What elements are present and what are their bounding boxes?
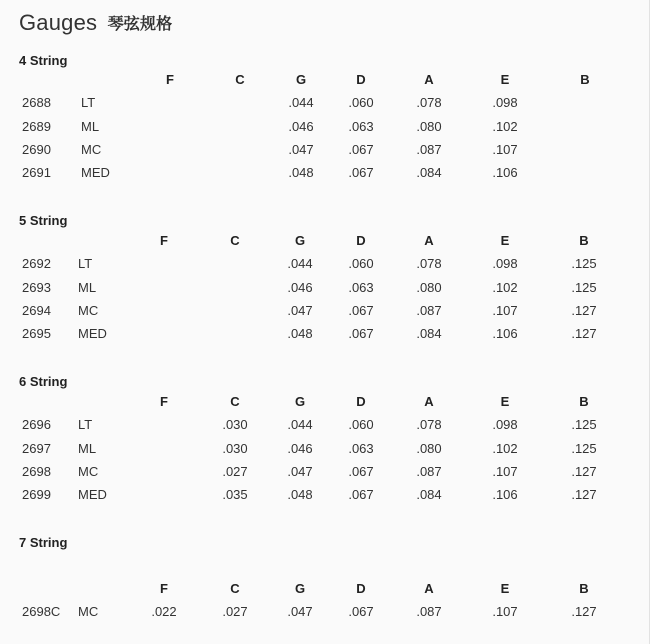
section-heading-6-string: 6 String (19, 374, 68, 389)
gauge-d: .063 (348, 280, 374, 295)
string-code: 2698C (22, 604, 61, 619)
gauge-d: .060 (348, 256, 374, 271)
gauge-a: .078 (416, 256, 442, 271)
string-tension: MED (78, 487, 107, 502)
column-header-f: F (166, 72, 174, 87)
gauge-g: .046 (287, 441, 313, 456)
column-header-g: G (294, 581, 306, 596)
gauge-a: .084 (416, 165, 442, 180)
gauge-a: .078 (416, 95, 442, 110)
table-row (0, 325, 650, 343)
column-header-d: D (356, 394, 366, 409)
gauge-a: .084 (416, 326, 442, 341)
column-header-b: B (580, 72, 590, 87)
gauge-e: .098 (492, 95, 518, 110)
gauge-g: .044 (287, 256, 313, 271)
string-code: 2689 (22, 119, 51, 134)
gauge-g: .044 (288, 95, 314, 110)
column-header-c: C (235, 72, 245, 87)
column-header-a: A (424, 581, 434, 596)
string-tension: MC (78, 303, 99, 318)
table-row (0, 255, 650, 273)
string-code: 2691 (22, 165, 51, 180)
table-header-5-string (0, 232, 650, 250)
gauge-c: .030 (222, 441, 248, 456)
column-header-b: B (579, 581, 589, 596)
gauge-g: .046 (288, 119, 314, 134)
gauge-a: .087 (416, 604, 442, 619)
column-header-f: F (160, 581, 168, 596)
gauge-c: .027 (222, 464, 248, 479)
gauge-a: .087 (416, 142, 442, 157)
column-header-g: G (294, 394, 306, 409)
gauge-e: .102 (492, 280, 518, 295)
string-tension: MED (78, 326, 107, 341)
gauge-d: .067 (348, 604, 374, 619)
gauge-g: .048 (288, 165, 314, 180)
gauge-a: .078 (416, 417, 442, 432)
gauge-g: .047 (287, 464, 313, 479)
gauge-e: .107 (492, 142, 518, 157)
gauge-c: .030 (222, 417, 248, 432)
gauge-e: .098 (492, 417, 518, 432)
string-tension: LT (78, 256, 93, 271)
string-tension: LT (81, 95, 96, 110)
string-code: 2693 (22, 280, 51, 295)
table-header-6-string (0, 393, 650, 411)
page-title (19, 10, 172, 36)
gauge-a: .087 (416, 303, 442, 318)
string-code: 2690 (22, 142, 51, 157)
column-header-c: C (230, 233, 240, 248)
column-header-e: E (500, 72, 510, 87)
string-tension: ML (78, 441, 97, 456)
string-code: 2692 (22, 256, 51, 271)
gauge-e: .106 (492, 487, 518, 502)
gauge-e: .107 (492, 303, 518, 318)
gauge-c: .035 (222, 487, 248, 502)
table-row (0, 440, 650, 458)
gauge-a: .087 (416, 464, 442, 479)
table-header-4-string (0, 71, 650, 89)
gauge-a: .080 (416, 441, 442, 456)
column-header-e: E (500, 233, 510, 248)
column-header-f: F (160, 394, 168, 409)
column-header-f: F (160, 233, 168, 248)
column-header-c: C (230, 581, 240, 596)
gauge-d: .067 (348, 165, 374, 180)
string-tension: MC (78, 464, 99, 479)
gauge-d: .063 (348, 441, 374, 456)
string-code: 2696 (22, 417, 51, 432)
string-tension: ML (81, 119, 100, 134)
gauge-g: .047 (287, 604, 313, 619)
string-tension: LT (78, 417, 93, 432)
column-header-d: D (356, 233, 366, 248)
column-header-a: A (424, 72, 434, 87)
column-header-d: D (356, 581, 366, 596)
column-header-g: G (294, 233, 306, 248)
table-row (0, 279, 650, 297)
string-tension: MED (81, 165, 110, 180)
gauge-f: .022 (151, 604, 177, 619)
column-header-d: D (356, 72, 366, 87)
gauge-d: .067 (348, 487, 374, 502)
table-row (0, 94, 650, 112)
gauge-e: .107 (492, 464, 518, 479)
table-row (0, 118, 650, 136)
gauge-d: .060 (348, 95, 374, 110)
string-code: 2699 (22, 487, 51, 502)
table-row (0, 302, 650, 320)
gauge-b: .127 (571, 303, 597, 318)
string-code: 2697 (22, 441, 51, 456)
string-code: 2698 (22, 464, 51, 479)
gauge-e: .102 (492, 441, 518, 456)
gauge-g: .048 (287, 326, 313, 341)
gauge-b: .125 (571, 280, 597, 295)
gauge-g: .048 (287, 487, 313, 502)
page-title-main: Gauges (19, 10, 98, 35)
gauge-d: .067 (348, 326, 374, 341)
column-header-c: C (230, 394, 240, 409)
gauge-d: .060 (348, 417, 374, 432)
table-row (0, 486, 650, 504)
string-code: 2695 (22, 326, 51, 341)
table-row (0, 416, 650, 434)
table-row (0, 603, 650, 621)
section-heading-4-string: 4 String (19, 53, 68, 68)
table-row (0, 164, 650, 182)
gauge-b: .125 (571, 417, 597, 432)
gauge-b: .127 (571, 604, 597, 619)
gauge-b: .127 (571, 326, 597, 341)
column-header-e: E (500, 581, 510, 596)
string-code: 2688 (22, 95, 51, 110)
gauge-a: .080 (416, 119, 442, 134)
gauge-a: .080 (416, 280, 442, 295)
column-header-g: G (295, 72, 307, 87)
gauge-d: .067 (348, 303, 374, 318)
column-header-a: A (424, 233, 434, 248)
column-header-a: A (424, 394, 434, 409)
gauge-d: .067 (348, 142, 374, 157)
gauge-b: .125 (571, 441, 597, 456)
string-tension: MC (81, 142, 102, 157)
string-tension: MC (78, 604, 99, 619)
gauge-c: .027 (222, 604, 248, 619)
column-header-b: B (579, 233, 589, 248)
gauge-e: .106 (492, 165, 518, 180)
table-header-7-string (0, 580, 650, 598)
gauge-b: .127 (571, 464, 597, 479)
column-header-b: B (579, 394, 589, 409)
gauge-a: .084 (416, 487, 442, 502)
gauge-b: .127 (571, 487, 597, 502)
gauge-g: .044 (287, 417, 313, 432)
gauge-d: .063 (348, 119, 374, 134)
section-heading-7-string: 7 String (19, 535, 68, 550)
page-title-chinese: 琴弦规格 (107, 16, 173, 33)
section-heading-5-string: 5 String (19, 213, 68, 228)
gauge-g: .047 (287, 303, 313, 318)
string-code: 2694 (22, 303, 51, 318)
gauge-e: .106 (492, 326, 518, 341)
gauge-d: .067 (348, 464, 374, 479)
gauge-e: .098 (492, 256, 518, 271)
string-tension: ML (78, 280, 97, 295)
gauge-g: .046 (287, 280, 313, 295)
column-header-e: E (500, 394, 510, 409)
gauge-b: .125 (571, 256, 597, 271)
gauge-g: .047 (288, 142, 314, 157)
table-row (0, 463, 650, 481)
gauge-e: .102 (492, 119, 518, 134)
gauge-e: .107 (492, 604, 518, 619)
table-row (0, 141, 650, 159)
